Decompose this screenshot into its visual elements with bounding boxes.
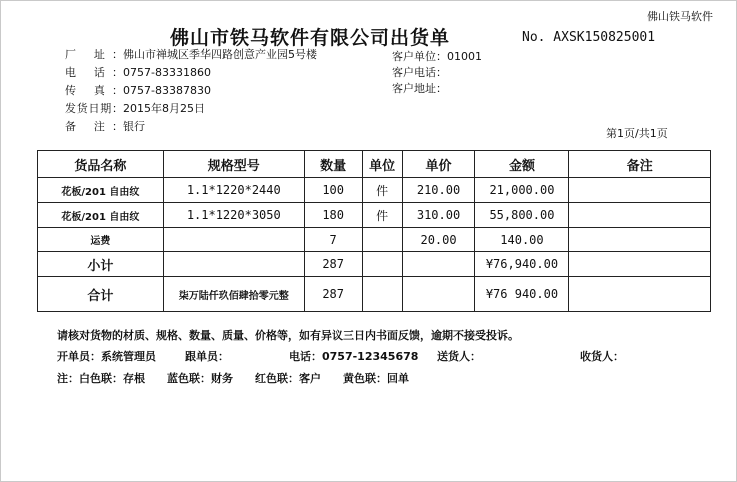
total-qty: 287 xyxy=(304,277,362,312)
table-header-row xyxy=(38,151,711,178)
item-price-cell: 310.00 xyxy=(402,203,475,228)
deliverer-field: 送货人： xyxy=(437,350,481,363)
column-header: 规格型号 xyxy=(163,151,304,178)
table-row xyxy=(38,203,711,228)
total-capital-amount: 柒万陆仟玖佰肆拾零元整 xyxy=(163,277,304,312)
item-amount-cell: 21,000.00 xyxy=(475,178,569,203)
issuer-field: 开单员：系统管理员 xyxy=(57,350,156,363)
signature-line xyxy=(57,348,697,364)
item-spec-cell xyxy=(163,228,304,252)
table-row xyxy=(38,178,711,203)
total-label: 合计 xyxy=(38,277,164,312)
item-qty-cell: 7 xyxy=(304,228,362,252)
subtotal-row xyxy=(38,252,711,277)
fax-row xyxy=(65,82,317,100)
notice-text: 请核对货物的材质、规格、数量、质量、价格等，如有异议三日内书面反馈，逾期不接受投诉。 xyxy=(57,329,519,342)
column-header: 数量 xyxy=(304,151,362,178)
subtotal-label: 小计 xyxy=(38,252,164,277)
item-price-cell: 210.00 xyxy=(402,178,475,203)
page-indicator: 第1页/共1页 xyxy=(606,127,668,140)
column-header: 单价 xyxy=(402,151,475,178)
address-value: 佛山市禅城区季华四路创意产业园5号楼 xyxy=(123,48,317,61)
total-row xyxy=(38,277,711,312)
column-header: 单位 xyxy=(362,151,402,178)
subtotal-price-cell xyxy=(402,252,475,277)
item-note-cell xyxy=(569,203,711,228)
subtotal-note-cell xyxy=(569,252,711,277)
receiver-field: 收货人： xyxy=(580,350,624,363)
items-table xyxy=(37,150,711,312)
follower-field: 跟单员： xyxy=(185,350,229,363)
subtotal-spec-cell xyxy=(163,252,304,277)
contact-phone-field: 电话：0757-12345678 xyxy=(289,350,419,363)
phone-label: 电 话： xyxy=(65,66,123,79)
customer-unit-value: 01001 xyxy=(447,50,482,63)
item-note-cell xyxy=(569,228,711,252)
total-unit-cell xyxy=(362,277,402,312)
item-name-cell: 运费 xyxy=(38,228,164,252)
customer-phone-row xyxy=(392,65,482,81)
item-price-cell: 20.00 xyxy=(402,228,475,252)
table-row xyxy=(38,228,711,252)
customer-unit-label: 客户单位： xyxy=(392,50,447,63)
address-label: 厂 址： xyxy=(65,48,123,61)
customer-unit-row xyxy=(392,49,482,65)
column-header: 货品名称 xyxy=(38,151,164,178)
phone-value: 0757-83331860 xyxy=(123,66,211,79)
customer-phone-label: 客户电话： xyxy=(392,66,447,79)
column-header: 金额 xyxy=(475,151,569,178)
address-row xyxy=(65,46,317,64)
date-label: 发货日期： xyxy=(65,102,123,115)
date-row xyxy=(65,100,317,118)
item-name-cell: 花板/201 自由纹 xyxy=(38,178,164,203)
customer-address-row xyxy=(392,81,482,97)
item-unit-cell xyxy=(362,228,402,252)
date-value: 2015年8月25日 xyxy=(123,102,205,115)
fax-label: 传 真： xyxy=(65,84,123,97)
total-amount: ¥76 940.00 xyxy=(475,277,569,312)
document-title: 佛山市铁马软件有限公司出货单 xyxy=(169,27,450,49)
subtotal-amount: ¥76,940.00 xyxy=(475,252,569,277)
item-spec-cell: 1.1*1220*2440 xyxy=(163,178,304,203)
customer-info xyxy=(392,49,482,97)
item-amount-cell: 55,800.00 xyxy=(475,203,569,228)
total-note-cell xyxy=(569,277,711,312)
company-info xyxy=(65,46,317,136)
brand-label: 佛山铁马软件 xyxy=(647,10,713,23)
item-qty-cell: 100 xyxy=(304,178,362,203)
total-price-cell xyxy=(402,277,475,312)
customer-address-label: 客户地址： xyxy=(392,82,447,95)
item-unit-cell: 件 xyxy=(362,203,402,228)
fax-value: 0757-83387830 xyxy=(123,84,211,97)
remark-value: 银行 xyxy=(123,120,145,133)
remark-label: 备 注： xyxy=(65,120,123,133)
item-qty-cell: 180 xyxy=(304,203,362,228)
item-unit-cell: 件 xyxy=(362,178,402,203)
column-header: 备注 xyxy=(569,151,711,178)
copies-note: 注：白色联：存根 蓝色联：财务 红色联：客户 黄色联：回单 xyxy=(57,372,409,385)
document-number: No. AXSK150825001 xyxy=(522,30,656,45)
item-note-cell xyxy=(569,178,711,203)
subtotal-unit-cell xyxy=(362,252,402,277)
phone-row xyxy=(65,64,317,82)
item-amount-cell: 140.00 xyxy=(475,228,569,252)
item-name-cell: 花板/201 自由纹 xyxy=(38,203,164,228)
subtotal-qty: 287 xyxy=(304,252,362,277)
item-spec-cell: 1.1*1220*3050 xyxy=(163,203,304,228)
remark-row xyxy=(65,118,317,136)
